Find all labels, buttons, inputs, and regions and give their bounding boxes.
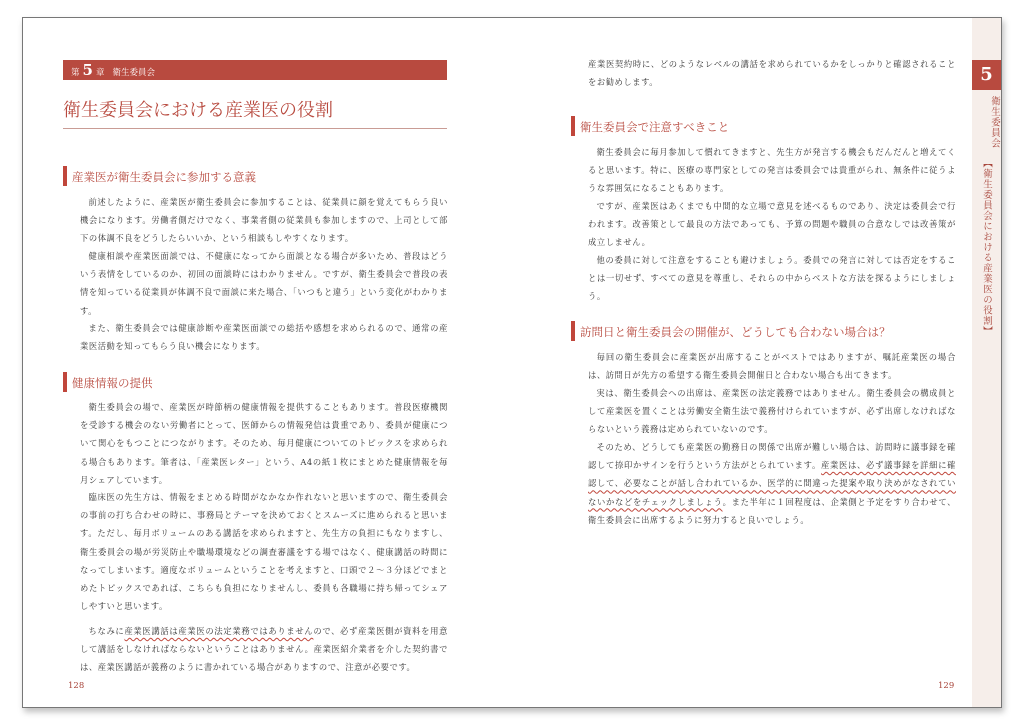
section-heading: 健康情報の提供 [63, 375, 153, 391]
page-title: 衛生委員会における産業医の役割 [63, 96, 447, 129]
page-number-right: 129 [938, 681, 955, 691]
paragraph: 他の委員に対して注意をすることも避けましょう。委員での発言に対しては否定をすることは一切せず、すべての意見を尊重し、それらの中からベストな方法を探るようにしましょう。 [588, 255, 956, 302]
left-page [23, 18, 513, 707]
emphasis-underline: 産業医講話は産業医の法定業務ではありません [124, 626, 314, 636]
chapter-header-bar [63, 60, 447, 80]
note-paragraph: ちなみに産業医講話は産業医の法定業務ではありませんので、必ず産業医側が資料を用意して講話をしなければならないということはありません。産業医紹介業者を介した契約書では、産業医講話が義務のように書かれている場合がありますので、注意が必要です。 [80, 626, 448, 673]
paragraph: 衛生委員会の場で、産業医が時節柄の健康情報を提供することもあります。普段医療機関を受診する機会のない労働者にとって、医師からの情報発信は貴重であり、委員が健康について関心をもつことにつながります。そのため、毎月健康についてのトピックスを求められる場合もあります。筆者は、「産業医レター」という、A4の紙１枚にまとめた健康情報を毎月シェアしています。 [80, 402, 448, 485]
paragraph: 臨床医の先生方は、情報をまとめる時間がなかなか作れないと思いますので、衛生委員会の事前の打ち合わせの時に、事務局とテーマを決めておくとスムーズに進められると思います。ただし、毎月ボリュームのある講話を求められますと、先生方の負担にもなりますし、衛生委員会の場が労災防止や職場環境などの調査審議をする場ではなく、健康講話の時間になってしまいます。適度なボリュームということを考えますと、口頭で２～３分ほどでまとめたトピックスであれば、こちらも負担になりませんし、委員も各職場に持ち帰ってシェアしやすいと思います。 [80, 492, 448, 612]
paragraph: 健康相談や産業医面談では、不健康になってから面談となる場合が多いため、普段はどういう表情をしているのか、初回の面談時にはわかりません。ですが、衛生委員会で普段の表情を知っている従業員が体調不良で面談に来た場合、「いつもと違う」という変化がわかります。 [80, 251, 448, 316]
chapter-index-tab [972, 18, 1001, 707]
note-paragraph: そのため、どうしても産業医の勤務日の関係で出席が難しい場合は、訪問時に議事録を確認して捺印かサインを行うという方法がとられています。産業医は、必ず議事録を詳細に確認して、必要なことが話し合われているか、医学的に間違った提案や取り決めがなされていないかなどをチェックしましょう。また半年に１回程度は、企業側と予定をすり合わせて、衛生委員会に出席するように努力すると良いでしょう。 [588, 442, 956, 525]
tab-chapter-number: 5 [972, 60, 1001, 90]
right-page [513, 18, 973, 707]
section-heading: 衛生委員会で注意すべきこと [571, 119, 729, 135]
chapter-number: 5 [82, 61, 93, 79]
paragraph: 衛生委員会に毎月参加して慣れてきますと、先生方が発言する機会もだんだんと増えてくると思います。特に、医療の専門家としての発言は委員会では貴重がられ、無条件に従うような雰囲気になることもあります。 [588, 147, 956, 194]
page-number-left: 128 [68, 681, 85, 691]
paragraph: 産業医契約時に、どのようなレベルの講話を求められているかをしっかりと確認されることをお勧めします。 [588, 59, 956, 88]
chapter-suffix: 章 [95, 68, 105, 78]
chapter-prefix: 第 [71, 68, 80, 78]
chapter-name: 衛生委員会 [112, 68, 155, 78]
section-heading: 訪問日と衛生委員会の開催が、どうしても合わない場合は？ [571, 324, 891, 340]
section-heading: 産業医が衛生委員会に参加する意義 [63, 169, 256, 185]
tab-section-title: 【衛生委員会における産業医の役割】 [981, 158, 992, 337]
paragraph: 前述したように、産業医が衛生委員会に参加することは、従業員に顔を覚えてもらう良い機会になります。労働者側だけでなく、事業者側の従業員も参加しますので、上司として部下の体調不良をどうしたらいいか、という相談もしやすくなります。 [80, 197, 448, 244]
paragraph: 実は、衛生委員会への出席は、産業医の法定義務ではありません。衛生委員会の構成員として産業医を置くことは労働安全衛生法で義務付けられていますが、必ず出席しなければならないという義務は定められていないのです。 [588, 388, 956, 435]
tab-chapter-name: 衛生委員会 [989, 96, 1000, 149]
paragraph: ですが、産業医はあくまでも中間的な立場で意見を述べるものであり、決定は委員会で行われます。改善策として最良の方法であっても、予算の問題や職員の合意なしでは改善策が成立しません。 [588, 201, 956, 248]
book-spread [22, 17, 1002, 708]
paragraph: また、衛生委員会では健康診断や産業医面談での総括や感想を求められるので、通常の産業医活動を知ってもらう良い機会になります。 [80, 323, 448, 352]
emphasis-underline: 産業医は、必ず議事録を詳細に確認して、必要なことが話し合われているか、医学的に間違った提案や取り決めがなされていないかなどをチェックしましょう [588, 460, 956, 507]
paragraph: 毎回の衛生委員会に産業医が出席することがベストではありますが、嘱託産業医の場合は、訪問日が先方の希望する衛生委員会開催日と合わない場合も出てきます。 [588, 352, 956, 381]
